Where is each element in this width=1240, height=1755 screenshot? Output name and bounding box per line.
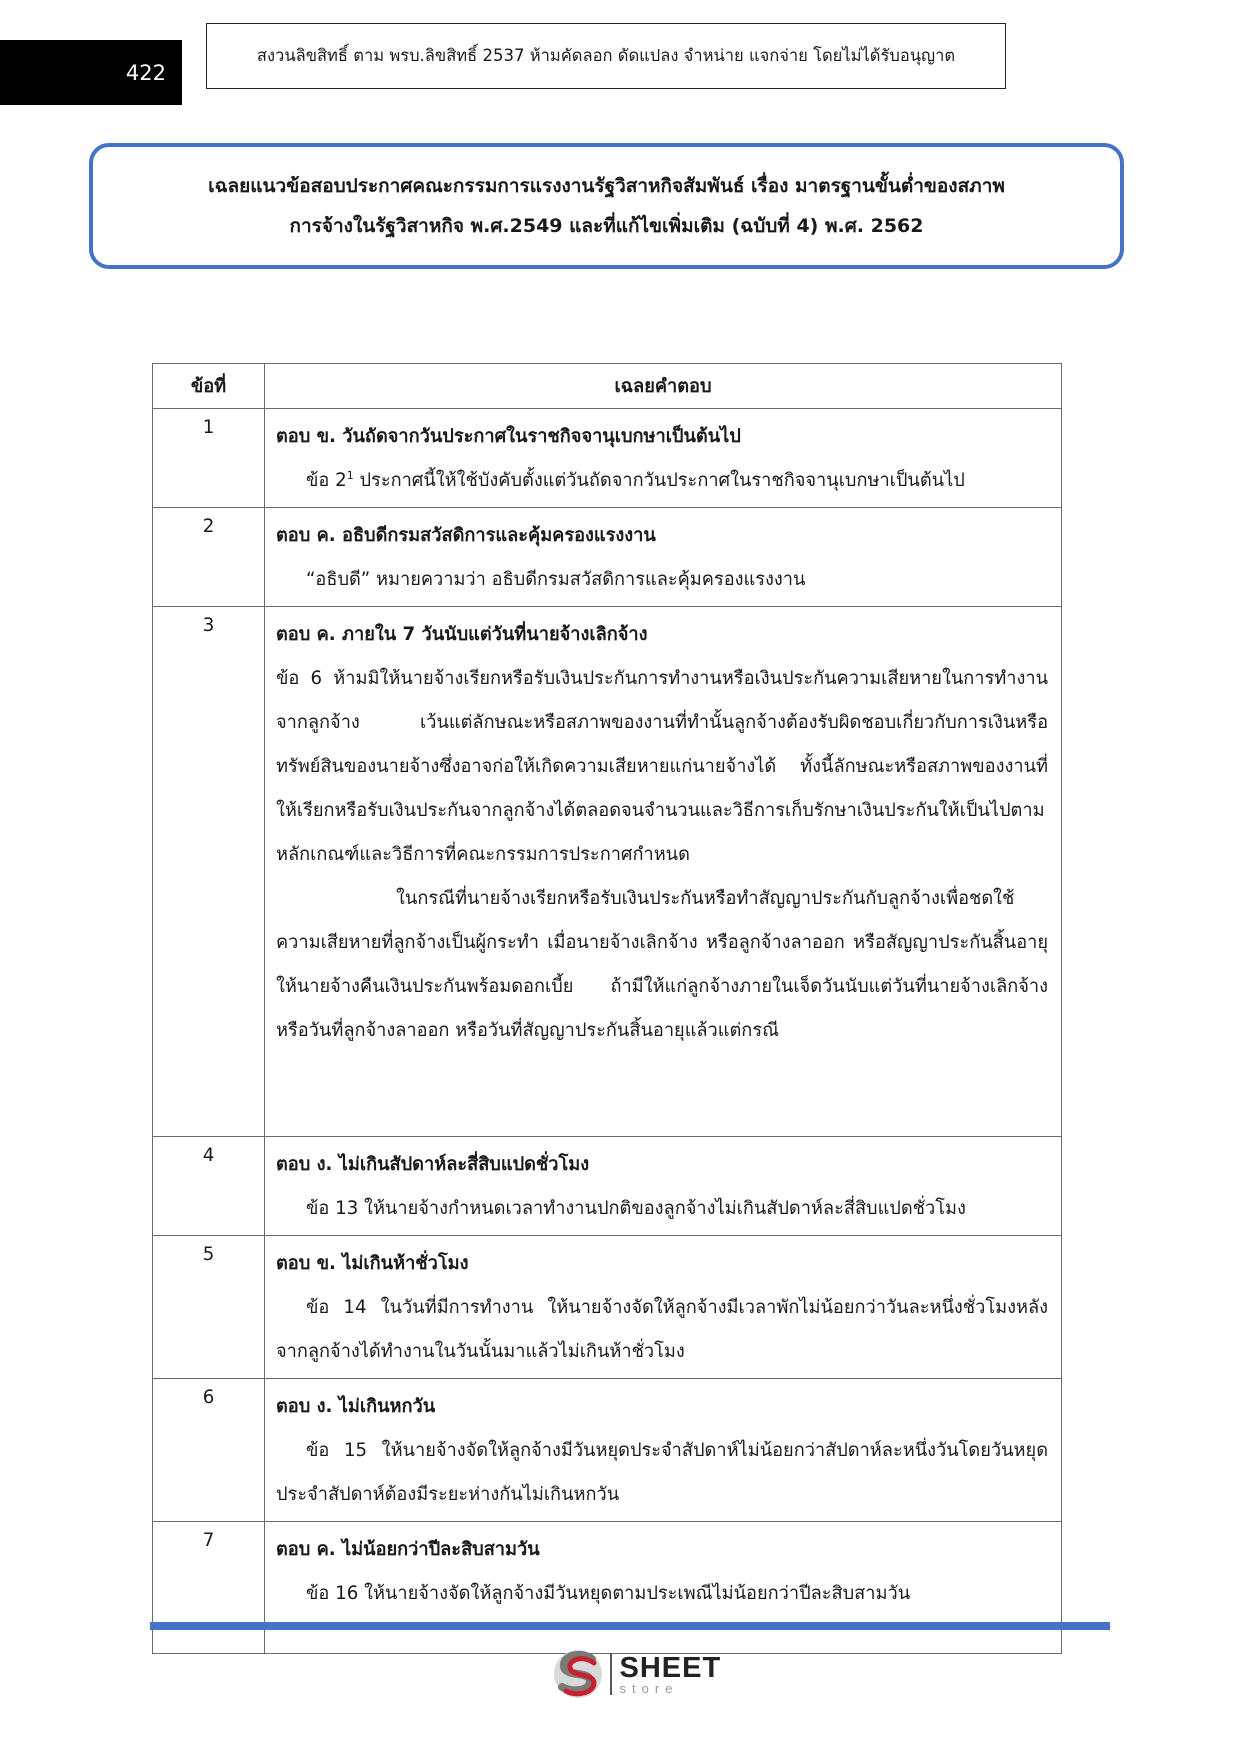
answer-text: ตอบ ค. อธิบดีกรมสวัสดิการและคุ้มครองแรงงาน [276, 525, 656, 546]
logo-sheet-text: SHEET [619, 1651, 722, 1684]
answer-text: ตอบ ข. วันถัดจากวันประกาศในราชกิจจานุเบกษาเป็นต้นไป [276, 426, 741, 447]
answer-text: ตอบ ง. ไม่เกินหกวัน [276, 1396, 436, 1417]
explanation-text: “อธิบดี” หมายความว่า อธิบดีกรมสวัสดิการและคุ้มครองแรงงาน [306, 569, 806, 590]
row-number: 5 [153, 1236, 265, 1379]
row-number: 4 [153, 1137, 265, 1236]
header-answer: เฉลยคำตอบ [265, 364, 1062, 409]
explanation-text: ข้อ 16 ให้นายจ้างจัดให้ลูกจ้างมีวันหยุดตามประเพณีไม่น้อยกว่าปีละสิบสามวัน [306, 1583, 911, 1604]
row-content [265, 409, 1062, 508]
row-number: 3 [153, 607, 265, 1137]
row-content [265, 508, 1062, 607]
row-content [265, 1379, 1062, 1522]
row-content [265, 1522, 1062, 1654]
footer-rule [150, 1622, 1110, 1630]
footnote-marker: 1 [346, 468, 354, 482]
row-number: 2 [153, 508, 265, 607]
title-line-1: เฉลยแนวข้อสอบประกาศคณะกรรมการแรงงานรัฐวิสาหกิจสัมพันธ์ เรื่อง มาตรฐานขั้นต่ำของสภาพ [208, 175, 1005, 197]
sheet-store-logo-icon [552, 1647, 604, 1701]
answer-table [152, 363, 1062, 1654]
answer-text: ตอบ ค. ภายใน 7 วันนับแต่วันที่นายจ้างเลิกจ้าง [276, 624, 648, 645]
table-header-row [153, 364, 1062, 409]
table-row [153, 1236, 1062, 1379]
table-row [153, 1137, 1062, 1236]
logo-divider [610, 1653, 612, 1695]
answer-text: ตอบ ข. ไม่เกินห้าชั่วโมง [276, 1253, 469, 1274]
explanation-text: ข้อ 13 ให้นายจ้างกำหนดเวลาทำงานปกติของลูกจ้างไม่เกินสัปดาห์ละสี่สิบแปดชั่วโมง [306, 1198, 966, 1219]
explanation-text: ข้อ 6 ห้ามมิให้นายจ้างเรียกหรือรับเงินประกันการทำงานหรือเงินประกันความเสียหายในการทำงานจากลูกจ้าง เว้นแต่ลักษณะหรือสภาพของงานที่ทำนั้นลูกจ้างต้องรับผิดชอบเกี่ยวกับการเงินหรือทรัพย์สินของนายจ้างซึ่งอาจก่อให้เกิดความเสียหายแก่นายจ้างได้ ทั้งนี้ลักษณะหรือสภาพของงานที่ให้เรียกหรือรับเงินประกันจากลูกจ้างได้ตลอดจนจำนวนและวิธีการเก็บรักษาเงินประกันให้เป็นไปตามหลักเกณฑ์และวิธีการที่คณะกรรมการประกาศกำหนด [276, 668, 1048, 865]
explanation-text: ข้อ 15 ให้นายจ้างจัดให้ลูกจ้างมีวันหยุดประจำสัปดาห์ไม่น้อยกว่าสัปดาห์ละหนึ่งวันโดยวันหยุดประจำสัปดาห์ต้องมีระยะห่างกันไม่เกินหกวัน [276, 1440, 1048, 1505]
logo-store-text: store [619, 1680, 679, 1696]
page-number: 422 [0, 40, 182, 105]
table-row [153, 409, 1062, 508]
table-row [153, 1522, 1062, 1654]
logo-wordmark [619, 1651, 722, 1696]
explanation-text-2: ในกรณีที่นายจ้างเรียกหรือรับเงินประกันหรือทำสัญญาประกันกับลูกจ้างเพื่อชดใช้ความเสียหายที่ลูกจ้างเป็นผู้กระทำ เมื่อนายจ้างเลิกจ้าง หรือลูกจ้างลาออก หรือสัญญาประกันสิ้นอายุ ให้นายจ้างคืนเงินประกันพร้อมดอกเบี้ย ถ้ามีให้แก่ลูกจ้างภายในเจ็ดวันนับแต่วันที่นายจ้างเลิกจ้าง หรือวันที่ลูกจ้างลาออก หรือวันที่สัญญาประกันสิ้นอายุแล้วแต่กรณี [276, 888, 1048, 1041]
row-number: 7 [153, 1522, 265, 1654]
table-row [153, 607, 1062, 1137]
answer-text: ตอบ ง. ไม่เกินสัปดาห์ละสี่สิบแปดชั่วโมง [276, 1154, 590, 1175]
row-content [265, 1236, 1062, 1379]
row-content [265, 1137, 1062, 1236]
copyright-notice: สงวนลิขสิทธิ์ ตาม พรบ.ลิขสิทธิ์ 2537 ห้ามคัดลอก ดัดแปลง จำหน่าย แจกจ่าย โดยไม่ได้รับอนุญาต [206, 23, 1006, 89]
document-title [89, 143, 1124, 269]
title-line-2: การจ้างในรัฐวิสาหกิจ พ.ศ.2549 และที่แก้ไขเพิ่มเติม (ฉบับที่ 4) พ.ศ. 2562 [289, 215, 924, 237]
sheet-store-logo [552, 1645, 721, 1703]
explanation-text: ข้อ 14 ในวันที่มีการทำงาน ให้นายจ้างจัดให้ลูกจ้างมีเวลาพักไม่น้อยกว่าวันละหนึ่งชั่วโมงหลังจากลูกจ้างได้ทำงานในวันนั้นมาแล้วไม่เกินห้าชั่วโมง [276, 1297, 1048, 1362]
answer-text: ตอบ ค. ไม่น้อยกว่าปีละสิบสามวัน [276, 1539, 540, 1560]
table-row [153, 1379, 1062, 1522]
header-number: ข้อที่ [153, 364, 265, 409]
row-content [265, 607, 1062, 1137]
table-row [153, 508, 1062, 607]
row-number: 6 [153, 1379, 265, 1522]
row-number: 1 [153, 409, 265, 508]
explanation-text: ข้อ $2^1$ ประกาศนี้ให้ใช้บังคับตั้งแต่วันถัดจากวันประกาศในราชกิจจานุเบกษาเป็นต้นไป [306, 468, 965, 491]
